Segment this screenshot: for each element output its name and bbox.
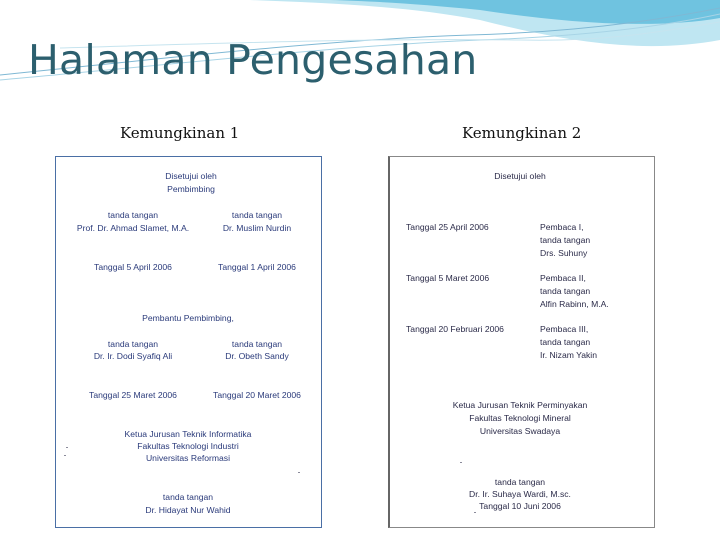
assistant-name: Dr. Obeth Sandy <box>225 351 289 361</box>
department-line: Ketua Jurusan Teknik Perminyakan <box>452 400 588 410</box>
reader-name: Ir. Nizam Yakin <box>540 350 597 360</box>
supervisor-name: Dr. Muslim Nurdin <box>222 223 292 233</box>
signature-placeholder: tanda tangan <box>231 339 283 349</box>
approval-date: Tanggal 1 April 2006 <box>218 262 296 272</box>
department-line: Universitas Reformasi <box>145 453 231 463</box>
scan-speck <box>460 462 462 463</box>
department-head-name: Dr. Hidayat Nur Wahid <box>145 505 231 515</box>
slide-title: Halaman Pengesahan <box>28 36 478 84</box>
approval-page-option1 <box>55 156 322 528</box>
reader-role: Pembaca I, <box>540 222 584 232</box>
department-line: Ketua Jurusan Teknik Informatika <box>124 429 252 439</box>
approval-page-option2 <box>388 156 655 528</box>
department-line: Universitas Swadaya <box>479 426 561 436</box>
signature-placeholder: tanda tangan <box>231 210 283 220</box>
reader-date: Tanggal 20 Februari 2006 <box>406 324 504 334</box>
signature-placeholder: tanda tangan <box>494 477 546 487</box>
signature-placeholder: tanda tangan <box>107 210 159 220</box>
option1-label: Kemungkinan 1 <box>120 124 240 142</box>
reader-date: Tanggal 5 Maret 2006 <box>406 273 490 283</box>
supervisor-heading: Pembimbing <box>167 184 215 194</box>
reader-name: Alfin Rabinn, M.A. <box>540 299 609 309</box>
signature-placeholder: tanda tangan <box>107 339 159 349</box>
approval-date: Tanggal 5 April 2006 <box>94 262 172 272</box>
reader-name: Drs. Suhuny <box>540 248 588 258</box>
approved-by-heading: Disetujui oleh <box>165 171 217 181</box>
signature-placeholder: tanda tangan <box>162 492 214 502</box>
scan-speck <box>474 512 476 513</box>
reader-date: Tanggal 25 April 2006 <box>406 222 489 232</box>
department-line: Fakultas Teknologi Industri <box>137 441 239 451</box>
supervisor-name: Prof. Dr. Ahmad Slamet, M.A. <box>76 223 190 233</box>
assistant-name: Dr. Ir. Dodi Syafiq Ali <box>93 351 173 361</box>
signature-placeholder: tanda tangan <box>540 286 591 296</box>
reader-role: Pembaca III, <box>540 324 589 334</box>
signature-placeholder: tanda tangan <box>540 235 591 245</box>
department-line: Fakultas Teknologi Mineral <box>469 413 571 423</box>
option2-label: Kemungkinan 2 <box>462 124 582 142</box>
scan-speck <box>66 447 68 448</box>
assistant-supervisor-heading: Pembantu Pembimbing, <box>142 313 234 323</box>
department-head-name: Dr. Ir. Suhaya Wardi, M.sc. <box>469 489 571 499</box>
approval-date: Tanggal 25 Maret 2006 <box>89 390 177 400</box>
approval-date: Tanggal 20 Maret 2006 <box>213 390 301 400</box>
reader-role: Pembaca II, <box>540 273 586 283</box>
approval-date: Tanggal 10 Juni 2006 <box>479 501 561 511</box>
scan-speck <box>64 455 66 456</box>
approved-by-heading: Disetujui oleh <box>494 171 546 181</box>
signature-placeholder: tanda tangan <box>540 337 591 347</box>
scan-speck <box>298 472 300 473</box>
